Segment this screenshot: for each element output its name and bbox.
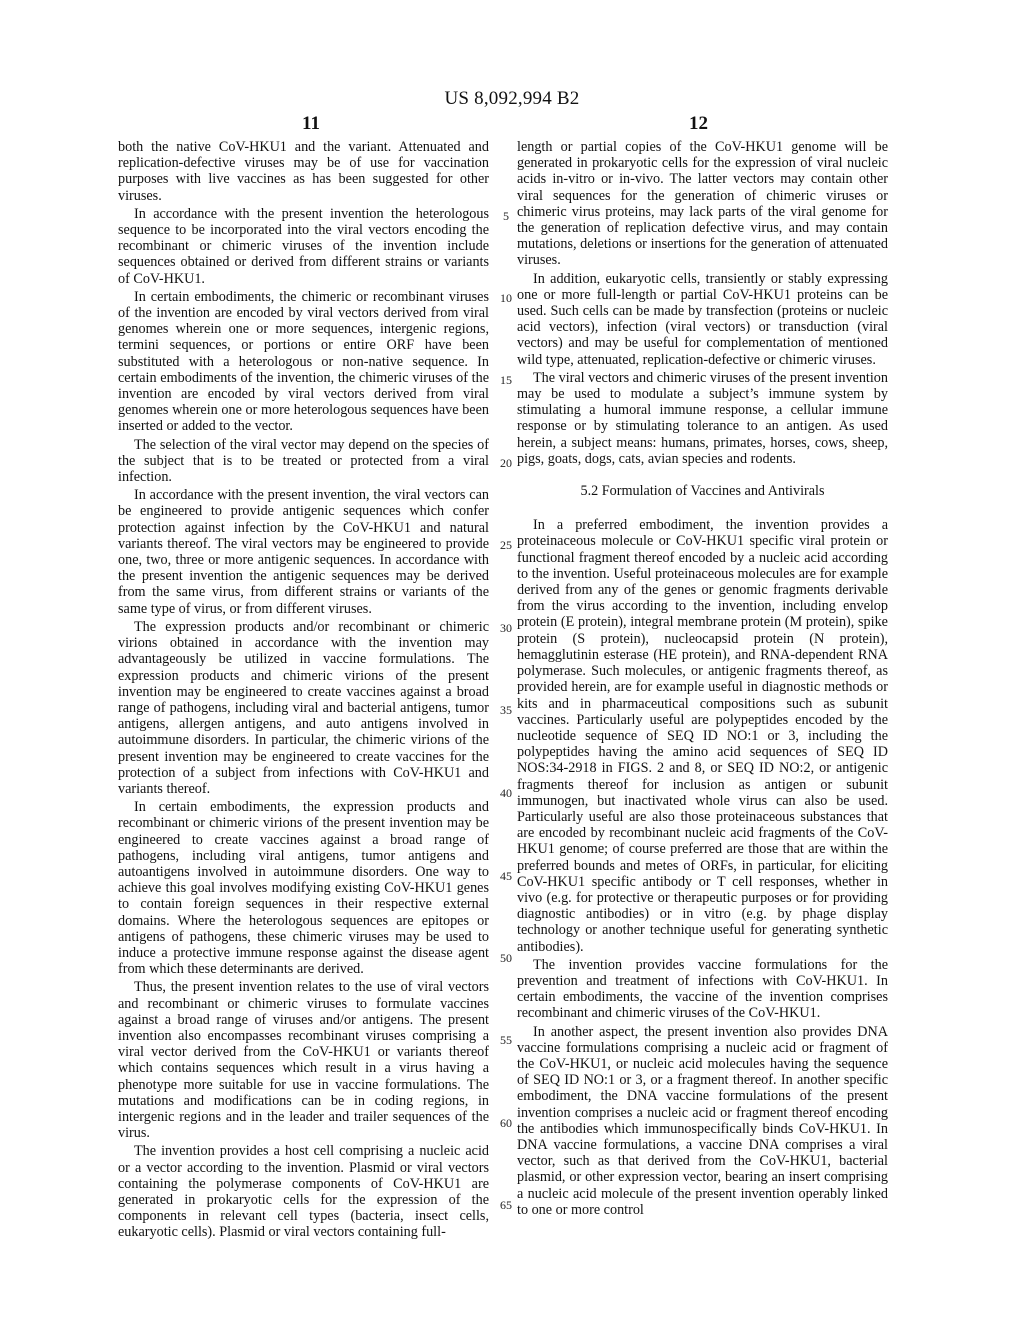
paragraph: Thus, the present invention relates to the use of viral vectors and recombinant or chimeric viruses to formulate vaccines against a broad range of viruses and/or antigens. The present invention also encompasses recombinant viruses comprising a viral vector derived from the CoV-HKU1 or variants thereof which contains sequences which result in a virus having a phenotype more suitable for use in vaccine formulations. The mutations and modifications can be in coding regions, in intergenic regions and in the leader and trailer sequences of the virus. — [118, 979, 489, 1142]
line-number: 30 — [500, 621, 512, 635]
paragraph: In addition, eukaryotic cells, transiently or stably expressing one or more full-length or partial CoV-HKU1 proteins can be used. Such cells can be made by transfection (proteins or nucleic acid vectors), infection (viral vectors) or transduction (viral vectors) and may be useful for complementation of mentioned wild type, attenuated, replication-defective or chimeric viruses. — [517, 270, 888, 368]
paragraph: In accordance with the present invention the heterologous sequence to be incorporated into the viral vectors encoding the recombinant or chimeric viruses of the invention include sequences obtained or derived from different strains or variants of CoV-HKU1. — [118, 205, 489, 287]
paragraph: In certain embodiments, the expression products and recombinant or chimeric virions of the present invention may be engineered to create vaccines against a broad range of pathogens, including viral antigens, tumor antigens and autoantigens involved in autoimmune disorders. One way to achieve this goal involves modifying existing CoV-HKU1 genes to contain foreign sequences in their respective external domains. Where the heterologous sequences are epitopes or antigens of pathogens, these chimeric viruses may be used to induce a protective immune response against the disease agent from which these determinants are derived. — [118, 799, 489, 978]
page-number-right: 12 — [689, 113, 708, 134]
line-number: 5 — [503, 209, 509, 223]
paragraph: both the native CoV-HKU1 and the variant. Attenuated and replication-defective viruses may be of use for vaccination purposes with live vaccines as has been suggested for other viruses. — [118, 139, 489, 204]
line-number: 20 — [500, 456, 512, 470]
line-number: 45 — [500, 869, 512, 883]
line-number: 55 — [500, 1033, 512, 1047]
left-text-column — [118, 139, 489, 1243]
line-number: 25 — [500, 538, 512, 552]
line-number: 65 — [500, 1198, 512, 1212]
line-number: 15 — [500, 373, 512, 387]
paragraph: In accordance with the present invention, the viral vectors can be engineered to provide antigenic sequences which confer protection against infection by the CoV-HKU1 and natural variants thereof. The viral vectors may be engineered to provide one, two, three or more antigenic sequences. In accordance with the present invention the antigenic sequences may be derived from the same virus, from different strains or variants of the same type of virus, or from different viruses. — [118, 487, 489, 617]
line-number: 10 — [500, 291, 512, 305]
paragraph: The selection of the viral vector may depend on the species of the subject that is to be treated or protected from a viral infection. — [118, 436, 489, 486]
paragraph: The viral vectors and chimeric viruses of the present invention may be used to modulate a subject’s immune system by stimulating a humoral immune response, a cellular immune response or by stimulating tolerance to an antigen. As used herein, a subject means: humans, primates, horses, cows, sheep, pigs, goats, dogs, cats, avian species and rodents. — [517, 369, 888, 467]
paragraph: In a preferred embodiment, the invention provides a proteinaceous molecule or CoV-HKU1 specific viral protein or functional fragment thereof encoded by a nucleic acid according to the invention. Useful proteinaceous molecules are for example derived from any of the genes or genomic fragments derivable from the virus according to the invention, including envelop protein (E protein), integral membrane protein (M protein), spike protein (S protein), nucleocapsid protein (N protein), hemagglutinin esterase (HE protein), and RNA-dependent RNA polymerase. Such molecules, or antigenic fragments thereof, as provided herein, are for example useful in diagnostic methods or kits and in pharmaceutical compositions such as subunit vaccines. Particularly useful are polypeptides encoded by the nucleotide sequence of SEQ ID NO:1 or 3, including the polypeptides having the amino acid sequences of SEQ ID NOS:34-2918 in FIGS. 2 and 8, or SEQ ID NO:2, or antigenic fragments thereof for inclusion as antigen or subunit immunogen, but inactivated whole virus can also be used. Particularly useful are also those proteinaceous substances that are encoded by recombinant nucleic acid fragments of the CoV-HKU1 genome; of course preferred are those that are within the preferred bounds and metes of ORFs, in particular, for eliciting CoV-HKU1 specific antibody or T cell responses, whether in vivo (e.g. for protective or therapeutic purposes or for providing diagnostic antibodies) or in vitro (e.g. by phage display technology or another technique useful for generating synthetic antibodies). — [517, 517, 888, 955]
line-number: 40 — [500, 786, 512, 800]
line-number: 35 — [500, 703, 512, 717]
paragraph: length or partial copies of the CoV-HKU1 genome will be generated in prokaryotic cells for the expression of viral nucleic acids in-vitro or in-vivo. The latter vectors may contain other viral sequences for the generation of chimeric viruses or chimeric virus proteins, may lack parts of the viral genome for the generation of replication defective virus, and may contain mutations, deletions or insertions for the generation of attenuated viruses. — [517, 139, 888, 269]
paragraph: The expression products and/or recombinant or chimeric virions obtained in accordance with the invention may advantageously be utilized in vaccine formulations. The expression products and chimeric virions of the present invention may be engineered to create vaccines against a broad range of pathogens, including viral and bacterial antigens, tumor antigens, allergen antigens, and auto antigens involved in autoimmune disorders. In particular, the chimeric virions of the present invention may be engineered to create vaccines for the protection of a subject from infections with CoV-HKU1 and variants thereof. — [118, 618, 489, 797]
line-number: 50 — [500, 951, 512, 965]
paragraph: In another aspect, the present invention also provides DNA vaccine formulations comprising a nucleic acid or fragment of the CoV-HKU1, or nucleic acid molecules having the sequence of SEQ ID NO:1 or 3, or a fragment thereof. In another specific embodiment, the DNA vaccine formulations of the present invention comprises a nucleic acid or fragment thereof encoding the antibodies which immunospecifically binds CoV-HKU1. In DNA vaccine formulations, a vaccine DNA comprises a viral vector, such as that derived from the CoV-HKU1, bacterial plasmid, or other expression vector, bearing an insert comprising a nucleic acid molecule of the present invention operably linked to one or more control — [517, 1023, 888, 1218]
page-number-left: 11 — [302, 113, 320, 134]
line-number: 60 — [500, 1116, 512, 1130]
paragraph: In certain embodiments, the chimeric or recombinant viruses of the invention are encoded by viral vectors derived from viral genomes wherein one or more sequences, intergenic regions, termini sequences, or portions or entire ORF have been substituted with a heterologous or non-native sequence. In certain embodiments of the invention, the chimeric viruses of the invention are encoded by viral vectors derived from viral genomes wherein one or more heterologous sequences have been inserted or added to the vector. — [118, 288, 489, 435]
right-text-column — [517, 139, 888, 1220]
patent-number-header: US 8,092,994 B2 — [444, 88, 580, 109]
paragraph: The invention provides vaccine formulations for the prevention and treatment of infections with CoV-HKU1. In certain embodiments, the vaccine of the invention comprises recombinant and chimeric viruses of the CoV-HKU1. — [517, 956, 888, 1022]
paragraph: The invention provides a host cell comprising a nucleic acid or a vector according to the invention. Plasmid or viral vectors containing the polymerase components of CoV-HKU1 are generated in prokaryotic cells for the expression of the components in relevant cell types (bacteria, insect cells, eukaryotic cells). Plasmid or viral vectors containing full- — [118, 1143, 489, 1241]
section-heading: 5.2 Formulation of Vaccines and Antivirals — [580, 483, 825, 500]
